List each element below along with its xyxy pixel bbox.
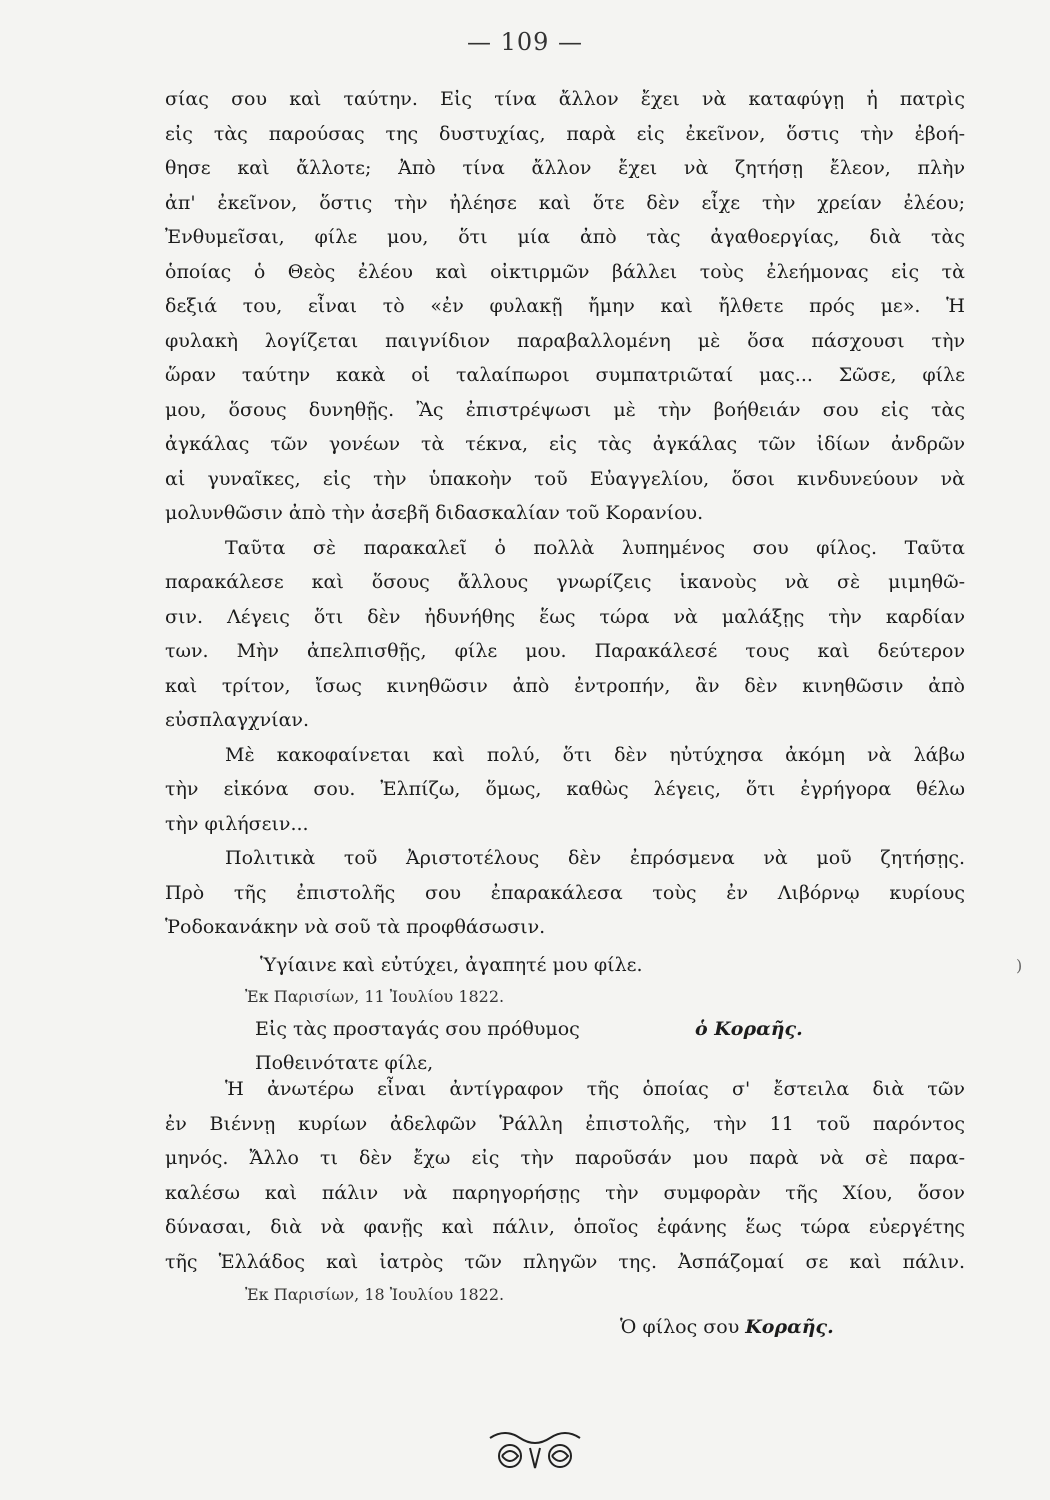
signoff-text: Εἰς τὰς προσταγάς σου πρόθυμος <box>255 1018 580 1040</box>
floral-ornament <box>480 1428 590 1474</box>
text-line: τῆς Ἑλλάδος καὶ ἰατρὸς τῶν πληγῶν της. Ἀσπάζομαί σε καὶ πάλιν. <box>165 1250 965 1273</box>
salutation: Ποθεινότατε φίλε, <box>255 1052 434 1074</box>
text-line: θησε καὶ ἄλλοτε; Ἀπὸ τίνα ἄλλον ἔχει νὰ ζητήσῃ ἔλεον, πλὴν <box>165 157 965 179</box>
text-line: σίας σου καὶ ταύτην. Εἰς τίνα ἄλλον ἔχει νὰ καταφύγῃ ἡ πατρὶς <box>165 88 965 110</box>
text-line: ἀπ' ἐκεῖνον, ὅστις τὴν ἠλέησε καὶ ὅτε δὲν εἶχε τὴν χρείαν ἐλέου; <box>165 191 965 214</box>
text-line: ὁποίας ὁ Θεὸς ἐλέου καὶ οἰκτιρμῶν βάλλει τοὺς ἐλεήμονας εἰς τὰ <box>165 260 965 283</box>
text-line: σιν. Λέγεις ὅτι δὲν ἠδυνήθης ἕως τώρα νὰ μαλάξῃς τὴν καρδίαν <box>165 605 965 628</box>
page-number: — 109 — <box>466 28 584 56</box>
closing-greeting: Ὑγίαινε καὶ εὐτύχει, ἀγαπητέ μου φίλε. <box>260 954 643 976</box>
text-line: παρακάλεσε καὶ ὅσους ἄλλους γνωρίζεις ἱκανοὺς νὰ σὲ μιμηθῶ- <box>165 571 965 593</box>
signoff-line <box>165 1012 965 1046</box>
text-line: δεξιά του, εἶναι τὸ «ἐν φυλακῇ ἤμην καὶ ἤλθετε πρός με». Ἡ <box>165 295 965 317</box>
date-line: Ἐκ Παρισίων, 18 Ἰουλίου 1822. <box>245 1285 505 1304</box>
paragraph-1 <box>165 82 965 531</box>
text-line: ἀγκάλας τῶν γονέων τὰ τέκνα, εἰς τὰς ἀγκάλας τῶν ἰδίων ἀνδρῶν <box>165 433 965 455</box>
text-line: τὴν φιλήσειν... <box>165 812 309 835</box>
text-line: Ἐνθυμεῖσαι, φίλε μου, ὅτι μία ἀπὸ τὰς ἀγαθοεργίας, διὰ τὰς <box>165 226 965 248</box>
paragraph-4 <box>165 841 965 945</box>
closing-section <box>165 948 965 1080</box>
signer-name: Κοραῆς. <box>745 1316 834 1338</box>
text-line: φυλακὴ λογίζεται παιγνίδιον παραβαλλομένη μὲ ὅσα πάσχουσι τὴν <box>165 329 965 352</box>
signer-prefix: Ὁ φίλος σου <box>620 1316 740 1338</box>
signer-name: ὁ Κοραῆς. <box>695 1018 803 1040</box>
text-line: μου, ὅσους δυνηθῇς. Ἂς ἐπιστρέψωσι μὲ τὴν βοήθειάν σου εἰς τὰς <box>165 398 965 421</box>
letter-body <box>165 82 965 945</box>
text-line: των. Μὴν ἀπελπισθῇς, φίλε μου. Παρακάλεσέ τους καὶ δεύτερον <box>165 640 965 662</box>
text-line: ὥραν ταύτην κακὰ οἱ ταλαίπωροι συμπατριῶταί μας... Σῶσε, φίλε <box>165 364 965 386</box>
closing-signature <box>165 1310 965 1344</box>
text-line: Μὲ κακοφαίνεται καὶ πολύ, ὅτι δὲν ηὐτύχησα ἀκόμη νὰ λάβω <box>225 743 965 766</box>
text-line: αἱ γυναῖκες, εἰς τὴν ὑπακοὴν τοῦ Εὐαγγελίου, ὅσοι κινδυνεύουν νὰ <box>165 467 965 490</box>
text-line: ἐν Βιέννῃ κυρίων ἀδελφῶν Ῥάλλη ἐπιστολῆς, τὴν 11 τοῦ παρόντος <box>165 1112 965 1135</box>
text-line: μολυνθῶσιν ἀπὸ τὴν ἀσεβῆ διδασκαλίαν τοῦ Κορανίου. <box>165 502 704 524</box>
text-line: μηνός. Ἄλλο τι δὲν ἔχω εἰς τὴν παροῦσάν μου παρὰ νὰ σὲ παρα- <box>165 1147 965 1169</box>
text-line: Πρὸ τῆς ἐπιστολῆς σου ἐπαρακάλεσα τοὺς ἐν Λιβόρνῳ κυρίους <box>165 881 965 904</box>
text-line: Ἡ ἀνωτέρω εἶναι ἀντίγραφον τῆς ὁποίας σ' ἔστειλα διὰ τῶν <box>225 1078 965 1100</box>
text-line: καλέσω καὶ πάλιν νὰ παρηγορήσῃς τὴν συμφορὰν τῆς Χίου, ὅσον <box>165 1181 965 1204</box>
text-line: Ταῦτα σὲ παρακαλεῖ ὁ πολλὰ λυπημένος σου φίλος. Ταῦτα <box>225 536 965 559</box>
margin-mark: ) <box>1016 956 1023 975</box>
text-line: τὴν εἰκόνα σου. Ἐλπίζω, ὅμως, καθὼς λέγεις, ὅτι ἐγρήγορα θέλω <box>165 778 965 800</box>
text-line: εὐσπλαγχνίαν. <box>165 709 310 731</box>
paragraph-5 <box>165 1072 965 1279</box>
text-line: δύνασαι, διὰ νὰ φανῇς καὶ πάλιν, ὁποῖος ἐφάνης ἕως τώρα εὐεργέτης <box>165 1216 965 1238</box>
paragraph-3 <box>165 738 965 842</box>
text-line: Πολιτικὰ τοῦ Ἀριστοτέλους δὲν ἐπρόσμενα νὰ μοῦ ζητήσῃς. <box>225 847 965 869</box>
final-signature <box>165 1280 965 1344</box>
text-line: καὶ τρίτον, ἴσως κινηθῶσιν ἀπὸ ἐντροπήν, ἂν δὲν κινηθῶσιν ἀπὸ <box>165 674 965 697</box>
date-line: Ἐκ Παρισίων, 11 Ἰουλίου 1822. <box>245 987 505 1006</box>
text-line: εἰς τὰς παρούσας της δυστυχίας, παρὰ εἰς ἐκεῖνον, ὅστις τὴν ἐβοή- <box>165 122 965 145</box>
text-line: Ῥοδοκανάκην νὰ σοῦ τὰ προφθάσωσιν. <box>165 916 546 938</box>
paragraph-2 <box>165 531 965 738</box>
